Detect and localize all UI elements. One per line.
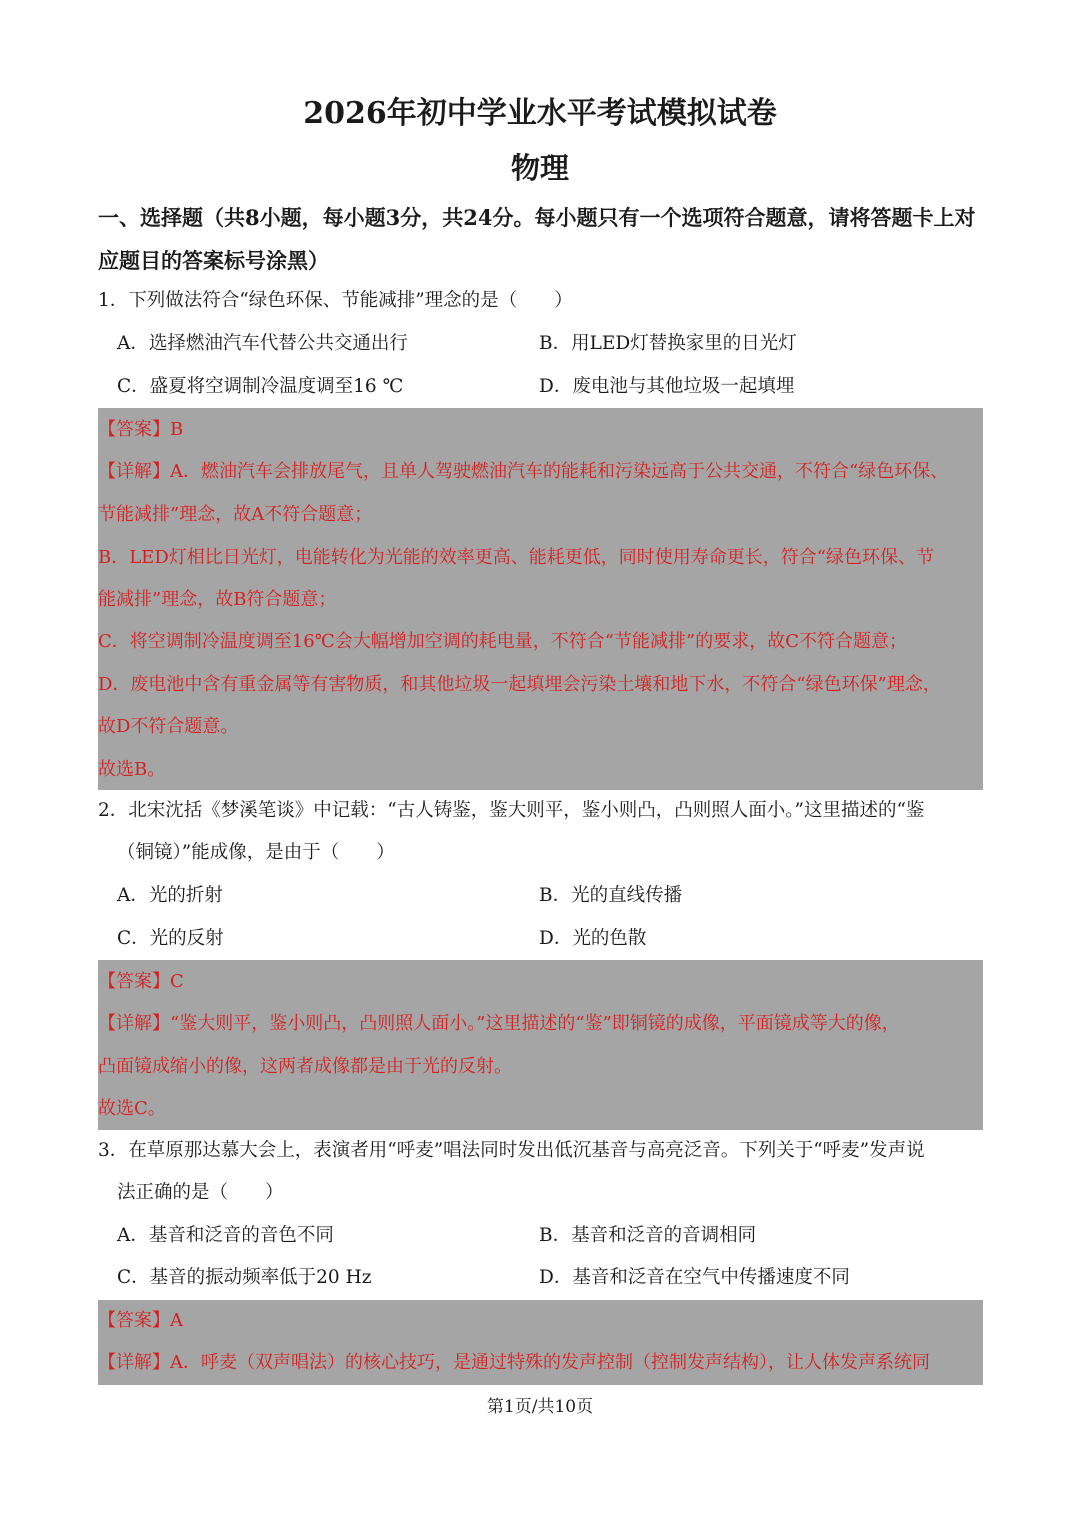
question-2-option-b: B．光的直线传播 [539, 885, 683, 906]
explanation-line: 【详解】“鉴大则平，鉴小则凸，凸则照人面小。”这里描述的“鉴”即铜镜的成像，平面镜成等大的像， [98, 1013, 900, 1034]
question-1-option-b: B．用LED灯替换家里的日光灯 [539, 333, 797, 354]
question-1-stem: 1．下列做法符合“绿色环保、节能减排”理念的是（ ） [98, 290, 573, 311]
explanation-line: 能减排”理念，故B符合题意； [98, 589, 337, 610]
explanation-line: D．废电池中含有重金属等有害物质，和其他垃圾一起填埋会污染土壤和地下水，不符合“绿色环保”理念， [98, 674, 941, 695]
answer-label: 【答案】A [98, 1310, 183, 1331]
question-2-option-d: D．光的色散 [539, 928, 647, 949]
explanation-line: 故选C。 [98, 1098, 166, 1119]
doc-title: 2026年初中学业水平考试模拟试卷 [303, 96, 777, 131]
question-3-option-a: A．基音和泛音的音色不同 [117, 1225, 334, 1246]
explanation-line: 【详解】A．呼麦（双声唱法）的核心技巧，是通过特殊的发声控制（控制发声结构），让人体发声系统同 [98, 1352, 930, 1373]
question-2-option-c: C．光的反射 [117, 928, 224, 949]
answer-label: 【答案】B [98, 419, 184, 440]
question-2-option-a: A．光的折射 [117, 885, 223, 906]
answer-block-3 [98, 1300, 983, 1385]
section-heading: 一、选择题（共8小题，每小题3分，共24分。每小题只有一个选项符合题意，请将答题卡上对应题目的答案标号涂黑） [98, 205, 976, 273]
question-2-stem: 2．北宋沈括《梦溪笔谈》中记载：“古人铸鉴，鉴大则平，鉴小则凸，凸则照人面小。”这里描述的“鉴 [98, 800, 925, 821]
explanation-line: 节能减排”理念，故A不符合题意； [98, 504, 373, 525]
subject-title: 物理 [510, 151, 569, 185]
answer-label: 【答案】C [98, 971, 184, 992]
explanation-line: C．将空调制冷温度调至16℃会大幅增加空调的耗电量，不符合“节能减排”的要求，故C不符合题意； [98, 631, 907, 652]
explanation-line: 【详解】A．燃油汽车会排放尾气，且单人驾驶燃油汽车的能耗和污染远高于公共交通，不符合“绿色环保、 [98, 461, 949, 482]
question-1-option-d: D．废电池与其他垃圾一起填埋 [539, 376, 795, 397]
question-3-option-c: C．基音的振动频率低于20 Hz [117, 1267, 372, 1288]
question-3-option-d: D．基音和泛音在空气中传播速度不同 [539, 1267, 850, 1288]
question-3-option-b: B．基音和泛音的音调相同 [539, 1225, 757, 1246]
question-2-stem-cont: （铜镜）”能成像，是由于（ ） [117, 842, 395, 863]
question-3-stem-cont: 法正确的是（ ） [117, 1182, 284, 1203]
page-number: 第1页/共10页 [486, 1397, 594, 1417]
answer-block-2 [98, 960, 983, 1130]
question-3-stem: 3．在草原那达慕大会上，表演者用“呼麦”唱法同时发出低沉基音与高亮泛音。下列关于“呼麦”发声说 [98, 1140, 925, 1161]
explanation-line: B．LED灯相比日光灯，电能转化为光能的效率更高、能耗更低，同时使用寿命更长，符合“绿色环保、节 [98, 547, 934, 568]
explanation-line: 凸面镜成缩小的像，这两者成像都是由于光的反射。 [98, 1056, 512, 1077]
explanation-line: 故选B。 [98, 759, 166, 780]
answer-block-1 [98, 408, 983, 790]
question-1-option-c: C．盛夏将空调制冷温度调至16 ℃ [117, 376, 404, 397]
explanation-line: 故D不符合题意。 [98, 716, 239, 737]
question-1-option-a: A．选择燃油汽车代替公共交通出行 [117, 333, 408, 354]
